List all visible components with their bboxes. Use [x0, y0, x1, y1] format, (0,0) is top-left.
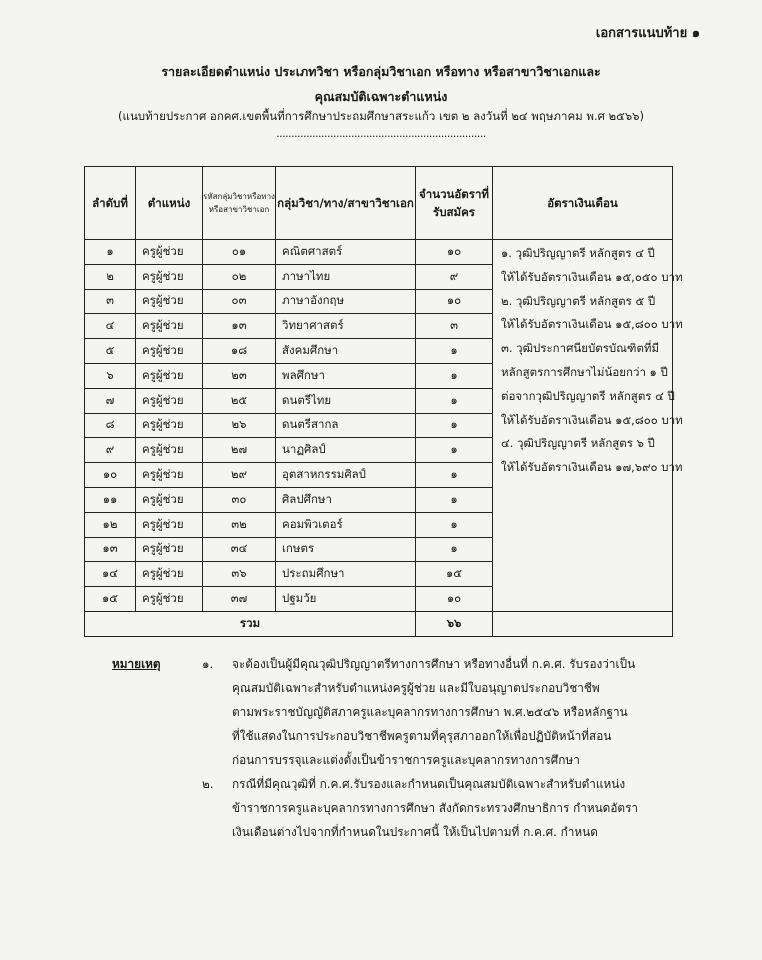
row-code: ๒๙	[203, 463, 276, 488]
row-index: ๑๓	[85, 537, 136, 562]
row-position: ครูผู้ช่วย	[136, 562, 203, 587]
header-salary: อัตราเงินเดือน	[493, 167, 673, 240]
salary-line: ๔. วุฒิปริญญาตรี หลักสูตร ๖ ปี	[501, 436, 655, 451]
row-position: ครูผู้ช่วย	[136, 413, 203, 438]
row-group: ภาษาไทย	[276, 264, 416, 289]
row-group: นาฏศิลป์	[276, 438, 416, 463]
row-group: อุตสาหกรรมศิลป์	[276, 463, 416, 488]
row-group: ศิลปศึกษา	[276, 487, 416, 512]
remarks-label: หมายเหตุ	[112, 657, 161, 671]
remark-line: ก่อนการบรรจุและแต่งตั้งเป็นข้าราชการครูและบุคลากรทางการศึกษา	[232, 753, 580, 767]
salary-details	[493, 240, 683, 612]
total-value: ๖๖	[416, 611, 493, 636]
row-index: ๑๐	[85, 463, 136, 488]
salary-line: หลักสูตรการศึกษาไม่น้อยกว่า ๑ ปี	[501, 364, 668, 379]
salary-line: ให้ได้รับอัตราเงินเดือน ๑๕,๘๐๐ บาท	[501, 317, 683, 332]
attachment-label: เอกสารแนบท้าย ๑	[595, 26, 700, 41]
row-code: ๓๖	[203, 562, 276, 587]
row-position: ครูผู้ช่วย	[136, 240, 203, 265]
row-position: ครูผู้ช่วย	[136, 388, 203, 413]
table-header-row	[85, 167, 673, 240]
row-position: ครูผู้ช่วย	[136, 339, 203, 364]
remark-line: เงินเดือนต่างไปจากที่กำหนดในประกาศนี้ ให้เป็นไปตามที่ ก.ค.ศ. กำหนด	[232, 825, 598, 839]
remark-text	[232, 772, 712, 844]
row-index: ๓	[85, 289, 136, 314]
row-group: ภาษาอังกฤษ	[276, 289, 416, 314]
row-count: ๑๕	[416, 562, 493, 587]
remark-text	[232, 652, 712, 772]
row-count: ๑	[416, 487, 493, 512]
salary-line: ให้ได้รับอัตราเงินเดือน ๑๗,๖๙๐ บาท	[501, 460, 683, 475]
salary-line: ให้ได้รับอัตราเงินเดือน ๑๕,๘๐๐ บาท	[501, 412, 683, 427]
header-count: จำนวนอัตราที่รับสมัคร	[416, 167, 493, 240]
row-group: พลศึกษา	[276, 363, 416, 388]
salary-line: ๑. วุฒิปริญญาตรี หลักสูตร ๔ ปี	[501, 246, 655, 260]
row-position: ครูผู้ช่วย	[136, 463, 203, 488]
row-count: ๑๐	[416, 289, 493, 314]
document-title-line2: คุณสมบัติเฉพาะตำแหน่ง	[314, 89, 448, 104]
remark-number: ๑.	[202, 657, 214, 671]
row-position: ครูผู้ช่วย	[136, 512, 203, 537]
row-code: ๑๓	[203, 314, 276, 339]
salary-line: ให้ได้รับอัตราเงินเดือน ๑๕,๐๕๐ บาท	[501, 269, 683, 284]
row-index: ๑๑	[85, 487, 136, 512]
row-count: ๑	[416, 388, 493, 413]
row-count: ๑	[416, 463, 493, 488]
document-subtitle: (แนบท้ายประกาศ อกคศ.เขตพื้นที่การศึกษาประถมศึกษาสระแก้ว เขต ๒ ลงวันที่ ๒๔ พฤษภาคม พ.ศ ๒๕๖๖)	[118, 109, 644, 123]
row-code: ๓๐	[203, 487, 276, 512]
header-group: กลุ่มวิชา/ทาง/สาขาวิชาเอก	[276, 167, 416, 240]
salary-line: ต่อจากวุฒิปริญญาตรี หลักสูตร ๔ ปี	[501, 388, 675, 403]
row-index: ๗	[85, 388, 136, 413]
row-code: ๓๒	[203, 512, 276, 537]
row-count: ๑๐	[416, 587, 493, 612]
salary-line: ๒. วุฒิปริญญาตรี หลักสูตร ๕ ปี	[501, 293, 656, 308]
row-count: ๓	[416, 314, 493, 339]
total-row	[85, 611, 673, 636]
row-index: ๑๕	[85, 587, 136, 612]
row-position: ครูผู้ช่วย	[136, 363, 203, 388]
total-label: รวม	[85, 611, 416, 636]
row-count: ๑	[416, 537, 493, 562]
row-code: ๐๒	[203, 264, 276, 289]
row-code: ๐๑	[203, 240, 276, 265]
row-position: ครูผู้ช่วย	[136, 537, 203, 562]
header-position: ตำแหน่ง	[136, 167, 203, 240]
row-index: ๑๒	[85, 512, 136, 537]
row-position: ครูผู้ช่วย	[136, 487, 203, 512]
row-position: ครูผู้ช่วย	[136, 587, 203, 612]
remark-line: จะต้องเป็นผู้มีคุณวุฒิปริญญาตรีทางการศึกษา หรือทางอื่นที่ ก.ค.ศ. รับรองว่าเป็น	[232, 657, 636, 671]
row-count: ๑	[416, 413, 493, 438]
header-code: รหัสกลุ่มวิชาหรือทางหรือสาขาวิชาเอก	[203, 167, 276, 240]
row-count: ๑	[416, 363, 493, 388]
dotted-divider: ......................................................................	[276, 127, 486, 140]
row-count: ๑	[416, 438, 493, 463]
row-index: ๖	[85, 363, 136, 388]
row-code: ๒๗	[203, 438, 276, 463]
row-count: ๑	[416, 512, 493, 537]
row-group: คอมพิวเตอร์	[276, 512, 416, 537]
row-group: เกษตร	[276, 537, 416, 562]
row-count: ๑	[416, 339, 493, 364]
row-group: สังคมศึกษา	[276, 339, 416, 364]
document-title-line1: รายละเอียดตำแหน่ง ประเภทวิชา หรือกลุ่มวิชาเอก หรือทาง หรือสาขาวิชาเอกและ	[161, 64, 601, 79]
row-index: ๘	[85, 413, 136, 438]
row-code: ๓๗	[203, 587, 276, 612]
row-group: คณิตศาสตร์	[276, 240, 416, 265]
row-code: ๐๓	[203, 289, 276, 314]
row-group: ประถมศึกษา	[276, 562, 416, 587]
row-count: ๑๐	[416, 240, 493, 265]
total-empty-cell	[493, 611, 673, 636]
salary-line: ๓. วุฒิประกาศนียบัตรบัณฑิตที่มี	[501, 341, 660, 356]
header-idx: ลำดับที่	[85, 167, 136, 240]
row-index: ๑	[85, 240, 136, 265]
row-position: ครูผู้ช่วย	[136, 314, 203, 339]
row-code: ๒๕	[203, 388, 276, 413]
row-code: ๒๖	[203, 413, 276, 438]
row-count: ๙	[416, 264, 493, 289]
remark-line: กรณีที่มีคุณวุฒิที่ ก.ค.ศ.รับรองและกำหนดเป็นคุณสมบัติเฉพาะสำหรับตำแหน่ง	[232, 777, 626, 791]
row-code: ๑๘	[203, 339, 276, 364]
row-group: ดนตรีสากล	[276, 413, 416, 438]
row-group: วิทยาศาสตร์	[276, 314, 416, 339]
remark-line: คุณสมบัติเฉพาะสำหรับตำแหน่งครูผู้ช่วย และมีใบอนุญาตประกอบวิชาชีพ	[232, 681, 600, 695]
row-position: ครูผู้ช่วย	[136, 438, 203, 463]
row-group: ปฐมวัย	[276, 587, 416, 612]
row-position: ครูผู้ช่วย	[136, 289, 203, 314]
table-row	[85, 240, 673, 265]
row-position: ครูผู้ช่วย	[136, 264, 203, 289]
row-index: ๔	[85, 314, 136, 339]
row-index: ๙	[85, 438, 136, 463]
remark-number: ๒.	[202, 777, 214, 791]
row-group: ดนตรีไทย	[276, 388, 416, 413]
remark-line: ตามพระราชบัญญัติสภาครูและบุคลากรทางการศึกษา พ.ศ.๒๕๔๖ หรือหลักฐาน	[232, 705, 628, 719]
row-index: ๒	[85, 264, 136, 289]
remark-line: ข้าราชการครูและบุคลากรทางการศึกษา สังกัดกระทรวงศึกษาธิการ กำหนดอัตรา	[232, 801, 639, 815]
remark-line: ที่ใช้แสดงในการประกอบวิชาชีพครูตามที่คุรุสภาออกให้เพื่อปฏิบัติหน้าที่สอน	[232, 729, 612, 743]
row-index: ๑๔	[85, 562, 136, 587]
positions-table	[84, 166, 683, 637]
row-index: ๕	[85, 339, 136, 364]
row-code: ๓๔	[203, 537, 276, 562]
row-code: ๒๓	[203, 363, 276, 388]
